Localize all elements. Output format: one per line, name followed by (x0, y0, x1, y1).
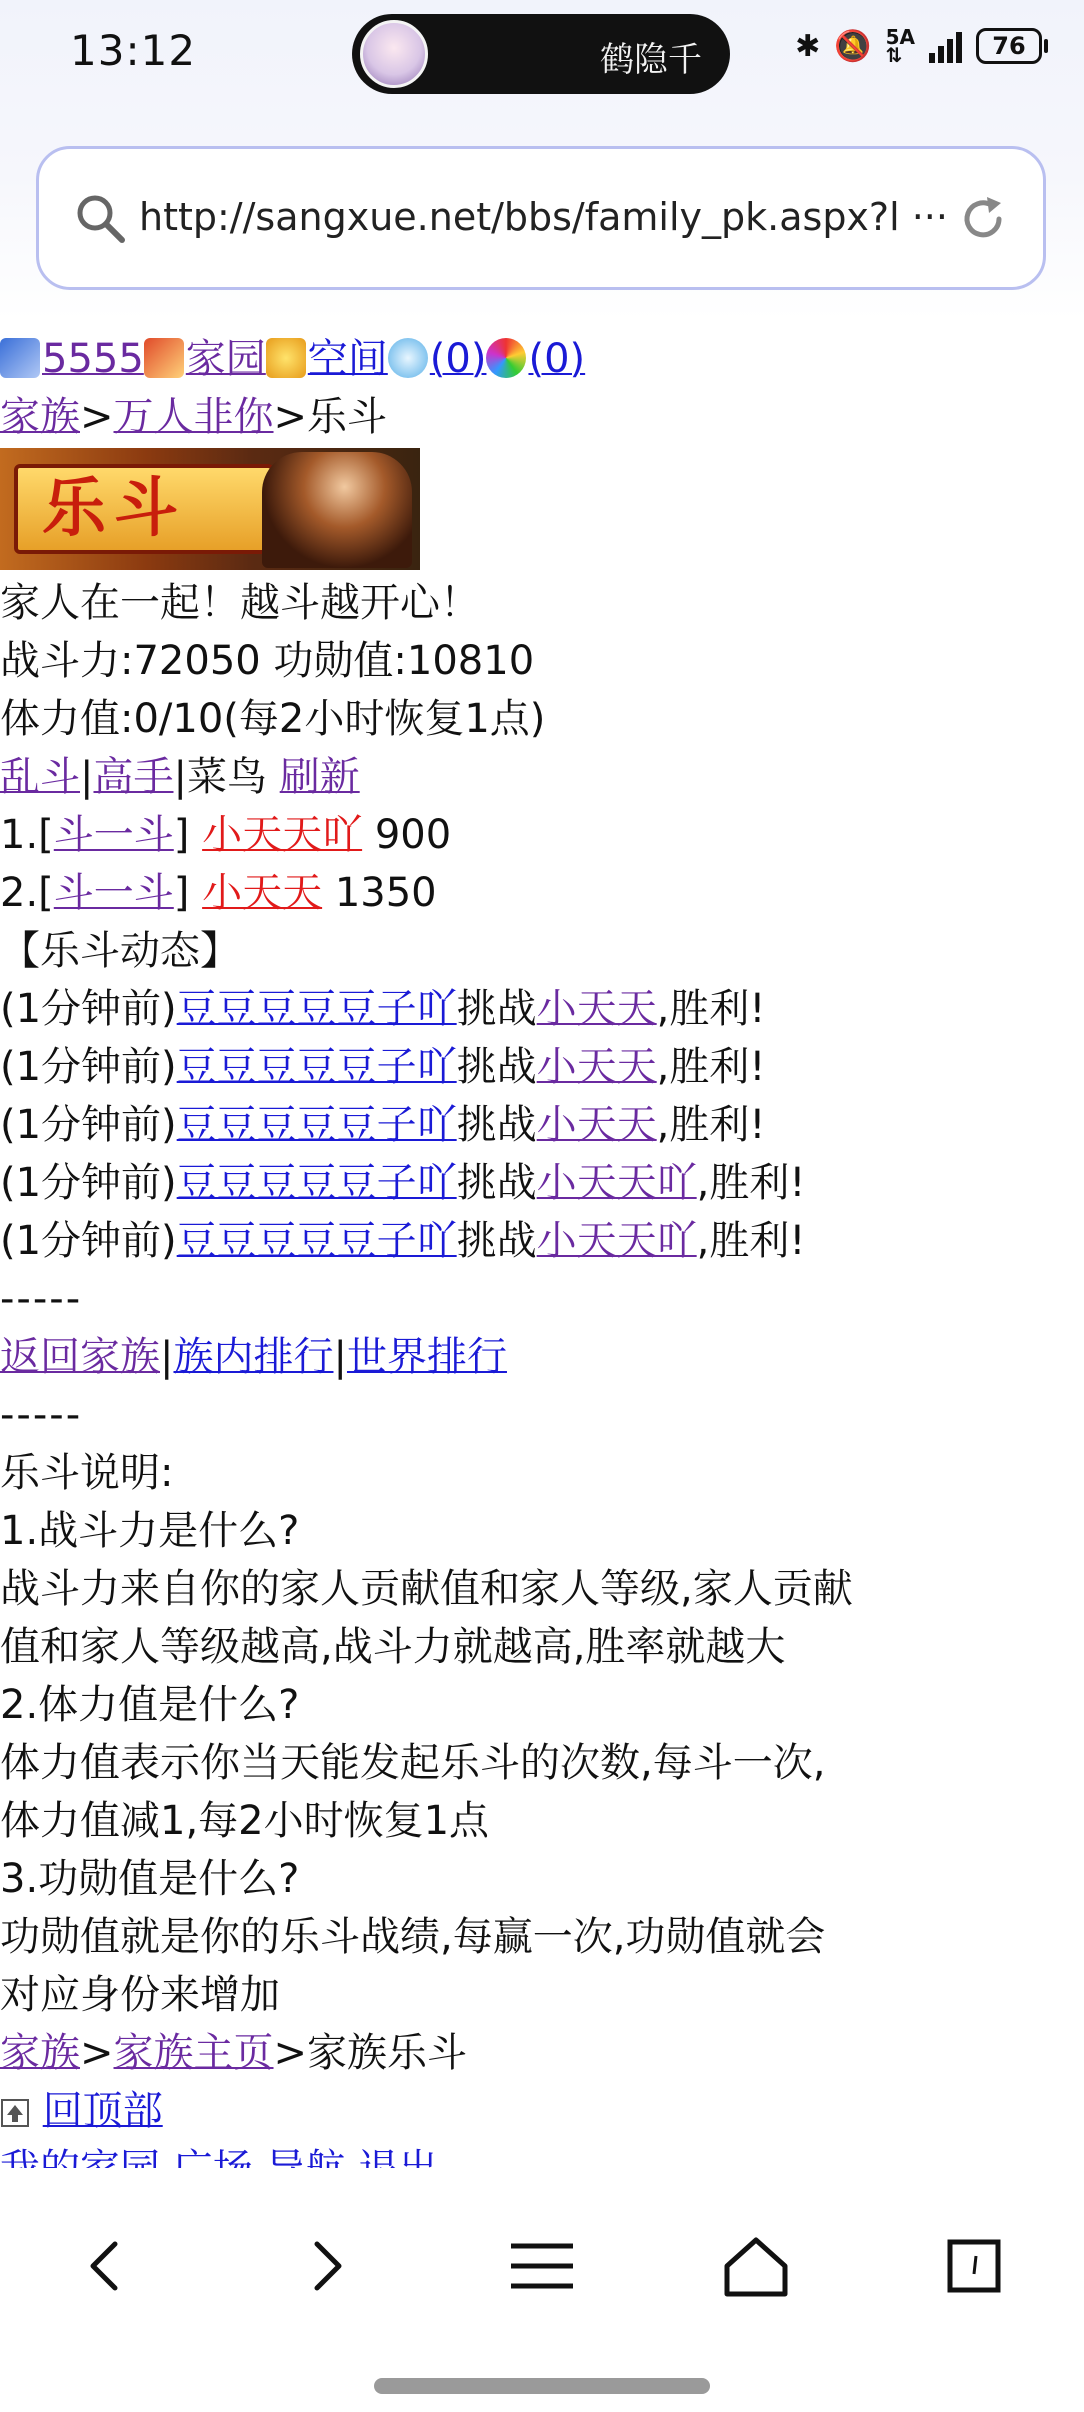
home-button[interactable] (714, 2224, 798, 2308)
rookie-label: 菜鸟 (186, 754, 267, 800)
mode-separator: | (80, 754, 94, 800)
ledou-banner (0, 448, 420, 570)
help-answer: 体力值减1,每2小时恢复1点 (0, 1798, 490, 1844)
dynamics-time: (1分钟前) (0, 1102, 177, 1148)
target-link[interactable]: 小天天 (536, 1102, 657, 1148)
dynamics-item (0, 1038, 1084, 1096)
melee-link[interactable]: 乱斗 (0, 754, 80, 800)
dynamics-result: ,胜利! (696, 1160, 806, 1206)
dynamic-island[interactable] (352, 14, 730, 94)
url-text[interactable]: http://sangxue.net/bbs/family_pk.aspx?l ··· (139, 195, 948, 239)
back-to-top-link[interactable]: 回顶部 (42, 2088, 163, 2134)
dynamics-time: (1分钟前) (0, 1218, 177, 1264)
divider: ----- (0, 1276, 83, 1322)
battery-level: 76 (992, 32, 1026, 60)
help-answer: 体力值表示你当天能发起乐斗的次数,每斗一次, (0, 1740, 826, 1786)
target-link[interactable]: 小天天 (536, 1044, 657, 1090)
dynamics-result: ,胜利! (656, 986, 766, 1032)
footer-breadcrumb (0, 2024, 1084, 2082)
dynamics-item (0, 1212, 1084, 1270)
link-separator: | (160, 1334, 174, 1380)
help-answer: 功勋值就是你的乐斗战绩,每赢一次,功勋值就会 (0, 1914, 826, 1960)
breadcrumb-current: 乐斗 (307, 394, 388, 440)
breadcrumb-separator: > (273, 394, 308, 440)
pinwheel-icon (486, 338, 526, 378)
divider: ----- (0, 1392, 83, 1438)
challenger-link[interactable]: 豆豆豆豆豆子吖 (176, 1160, 457, 1206)
help-answer: 对应身份来增加 (0, 1972, 280, 2018)
challenger-link[interactable]: 豆豆豆豆豆子吖 (176, 1102, 457, 1148)
breadcrumb-separator: > (273, 2030, 308, 2076)
battery-tip-icon (1044, 39, 1048, 53)
opponent-name-link[interactable]: 小天天 (202, 870, 323, 916)
dynamics-heading: 【乐斗动态】 (0, 928, 240, 974)
message-count-link[interactable]: (0) (429, 336, 487, 382)
notice-count-link[interactable]: (0) (528, 336, 586, 382)
dynamics-time: (1分钟前) (0, 1160, 177, 1206)
help-title: 乐斗说明: (0, 1450, 174, 1496)
bluetooth-icon: ✱ (795, 28, 821, 64)
avatar (360, 20, 428, 88)
dynamics-verb: 挑战 (456, 1160, 537, 1206)
user-link[interactable]: 5555 (42, 336, 144, 382)
dynamics-item (0, 1096, 1084, 1154)
status-time: 13:12 (70, 26, 197, 75)
target-link[interactable]: 小天天吖 (536, 1160, 697, 1206)
refresh-link[interactable]: 刷新 (279, 754, 360, 800)
target-link[interactable]: 小天天吖 (536, 1218, 697, 1264)
slogan: 家人在一起！越斗越开心！ (0, 580, 480, 626)
help-answer: 值和家人等级越高,战斗力就越高,胜率就越大 (0, 1624, 786, 1670)
home-indicator[interactable] (374, 2378, 710, 2394)
opponent-bracket: ] (173, 870, 190, 916)
menu-button[interactable] (500, 2224, 584, 2308)
link-separator: | (333, 1334, 347, 1380)
clan-rank-link[interactable]: 族内排行 (173, 1334, 334, 1380)
help-answer: 战斗力来自你的家人贡献值和家人等级,家人贡献 (0, 1566, 853, 1612)
back-button[interactable] (64, 2224, 148, 2308)
dynamics-verb: 挑战 (456, 986, 537, 1032)
house-icon (144, 338, 184, 378)
help-question: 2.体力值是什么? (0, 1682, 300, 1728)
banner-character-image (262, 452, 412, 568)
status-bar (0, 0, 1084, 110)
target-link[interactable]: 小天天 (536, 986, 657, 1032)
phone-icon (0, 338, 40, 378)
family-home-link[interactable]: 家族主页 (113, 2030, 274, 2076)
dynamics-verb: 挑战 (456, 1044, 537, 1090)
back-family-link[interactable]: 返回家族 (0, 1334, 160, 1380)
mute-icon: 🔕 (834, 28, 872, 64)
chevron-left-icon (81, 2236, 131, 2296)
opponent-row (0, 864, 1084, 922)
breadcrumb-separator: > (80, 2030, 114, 2076)
challenger-link[interactable]: 豆豆豆豆豆子吖 (176, 986, 457, 1032)
stamina-stats: 体力值:0/10(每2小时恢复1点) (0, 696, 546, 742)
power-stats: 战斗力:72050 功勋值:10810 (0, 638, 535, 684)
navigation-bar (0, 2168, 1084, 2412)
reload-icon[interactable] (957, 193, 1009, 245)
signal-label-icon: 5A ⇅ (885, 25, 915, 67)
mode-links (0, 748, 1084, 806)
chat-bubble-icon (388, 338, 428, 378)
fight-link[interactable]: 斗一斗 (53, 812, 174, 858)
home-link[interactable]: 家园 (185, 336, 266, 382)
opponent-name-link[interactable]: 小天天吖 (202, 812, 363, 858)
challenger-link[interactable]: 豆豆豆豆豆子吖 (176, 1044, 457, 1090)
forward-button[interactable] (284, 2224, 368, 2308)
world-rank-link[interactable]: 世界排行 (346, 1334, 507, 1380)
dynamics-verb: 挑战 (456, 1218, 537, 1264)
island-text: 鹤隐千 (600, 40, 702, 80)
footer-family-link[interactable]: 家族 (0, 2030, 80, 2076)
opponent-row (0, 806, 1084, 864)
home-icon (721, 2234, 791, 2298)
challenger-link[interactable]: 豆豆豆豆豆子吖 (176, 1218, 457, 1264)
star-icon (266, 338, 306, 378)
dynamics-result: ,胜利! (656, 1102, 766, 1148)
battery-icon (976, 28, 1042, 64)
breadcrumb (0, 388, 1084, 446)
opponent-bracket: ] (173, 812, 190, 858)
mode-separator: | (173, 754, 187, 800)
dynamics-item (0, 1154, 1084, 1212)
opponent-score: 1350 (334, 870, 437, 916)
system-icons (795, 25, 1048, 67)
dynamics-time: (1分钟前) (0, 1044, 177, 1090)
back-to-top-row (0, 2082, 1084, 2140)
chevron-right-icon (301, 2236, 351, 2296)
opponent-index: 2.[ (0, 870, 54, 916)
signal-bars-icon (929, 29, 962, 63)
help-question: 1.战斗力是什么? (0, 1508, 300, 1554)
page-content (0, 330, 1084, 2168)
dynamics-verb: 挑战 (456, 1102, 537, 1148)
breadcrumb-family-name[interactable]: 万人非你 (113, 394, 274, 440)
partial-footer-links[interactable] (0, 2140, 1084, 2166)
tabs-button[interactable] (932, 2224, 1016, 2308)
dynamics-result: ,胜利! (696, 1218, 806, 1264)
search-icon (73, 191, 127, 245)
address-bar[interactable] (36, 146, 1046, 290)
footer-current: 家族乐斗 (307, 2030, 468, 2076)
rank-links (0, 1328, 1084, 1386)
dynamics-item (0, 980, 1084, 1038)
opponent-index: 1.[ (0, 812, 54, 858)
banner-title: 乐斗 (42, 472, 186, 546)
expert-link[interactable]: 高手 (93, 754, 174, 800)
space-link[interactable]: 空间 (307, 336, 388, 382)
breadcrumb-separator: > (80, 394, 114, 440)
breadcrumb-family-root[interactable]: 家族 (0, 394, 80, 440)
dynamics-time: (1分钟前) (0, 986, 177, 1032)
dynamics-result: ,胜利! (656, 1044, 766, 1090)
fight-link[interactable]: 斗一斗 (53, 870, 174, 916)
opponent-score: 900 (374, 812, 452, 858)
top-links (0, 330, 1084, 388)
tabs-icon (944, 2236, 1004, 2296)
menu-icon (507, 2236, 577, 2296)
help-question: 3.功勋值是什么? (0, 1856, 300, 1902)
back-to-top-icon (0, 2098, 30, 2128)
